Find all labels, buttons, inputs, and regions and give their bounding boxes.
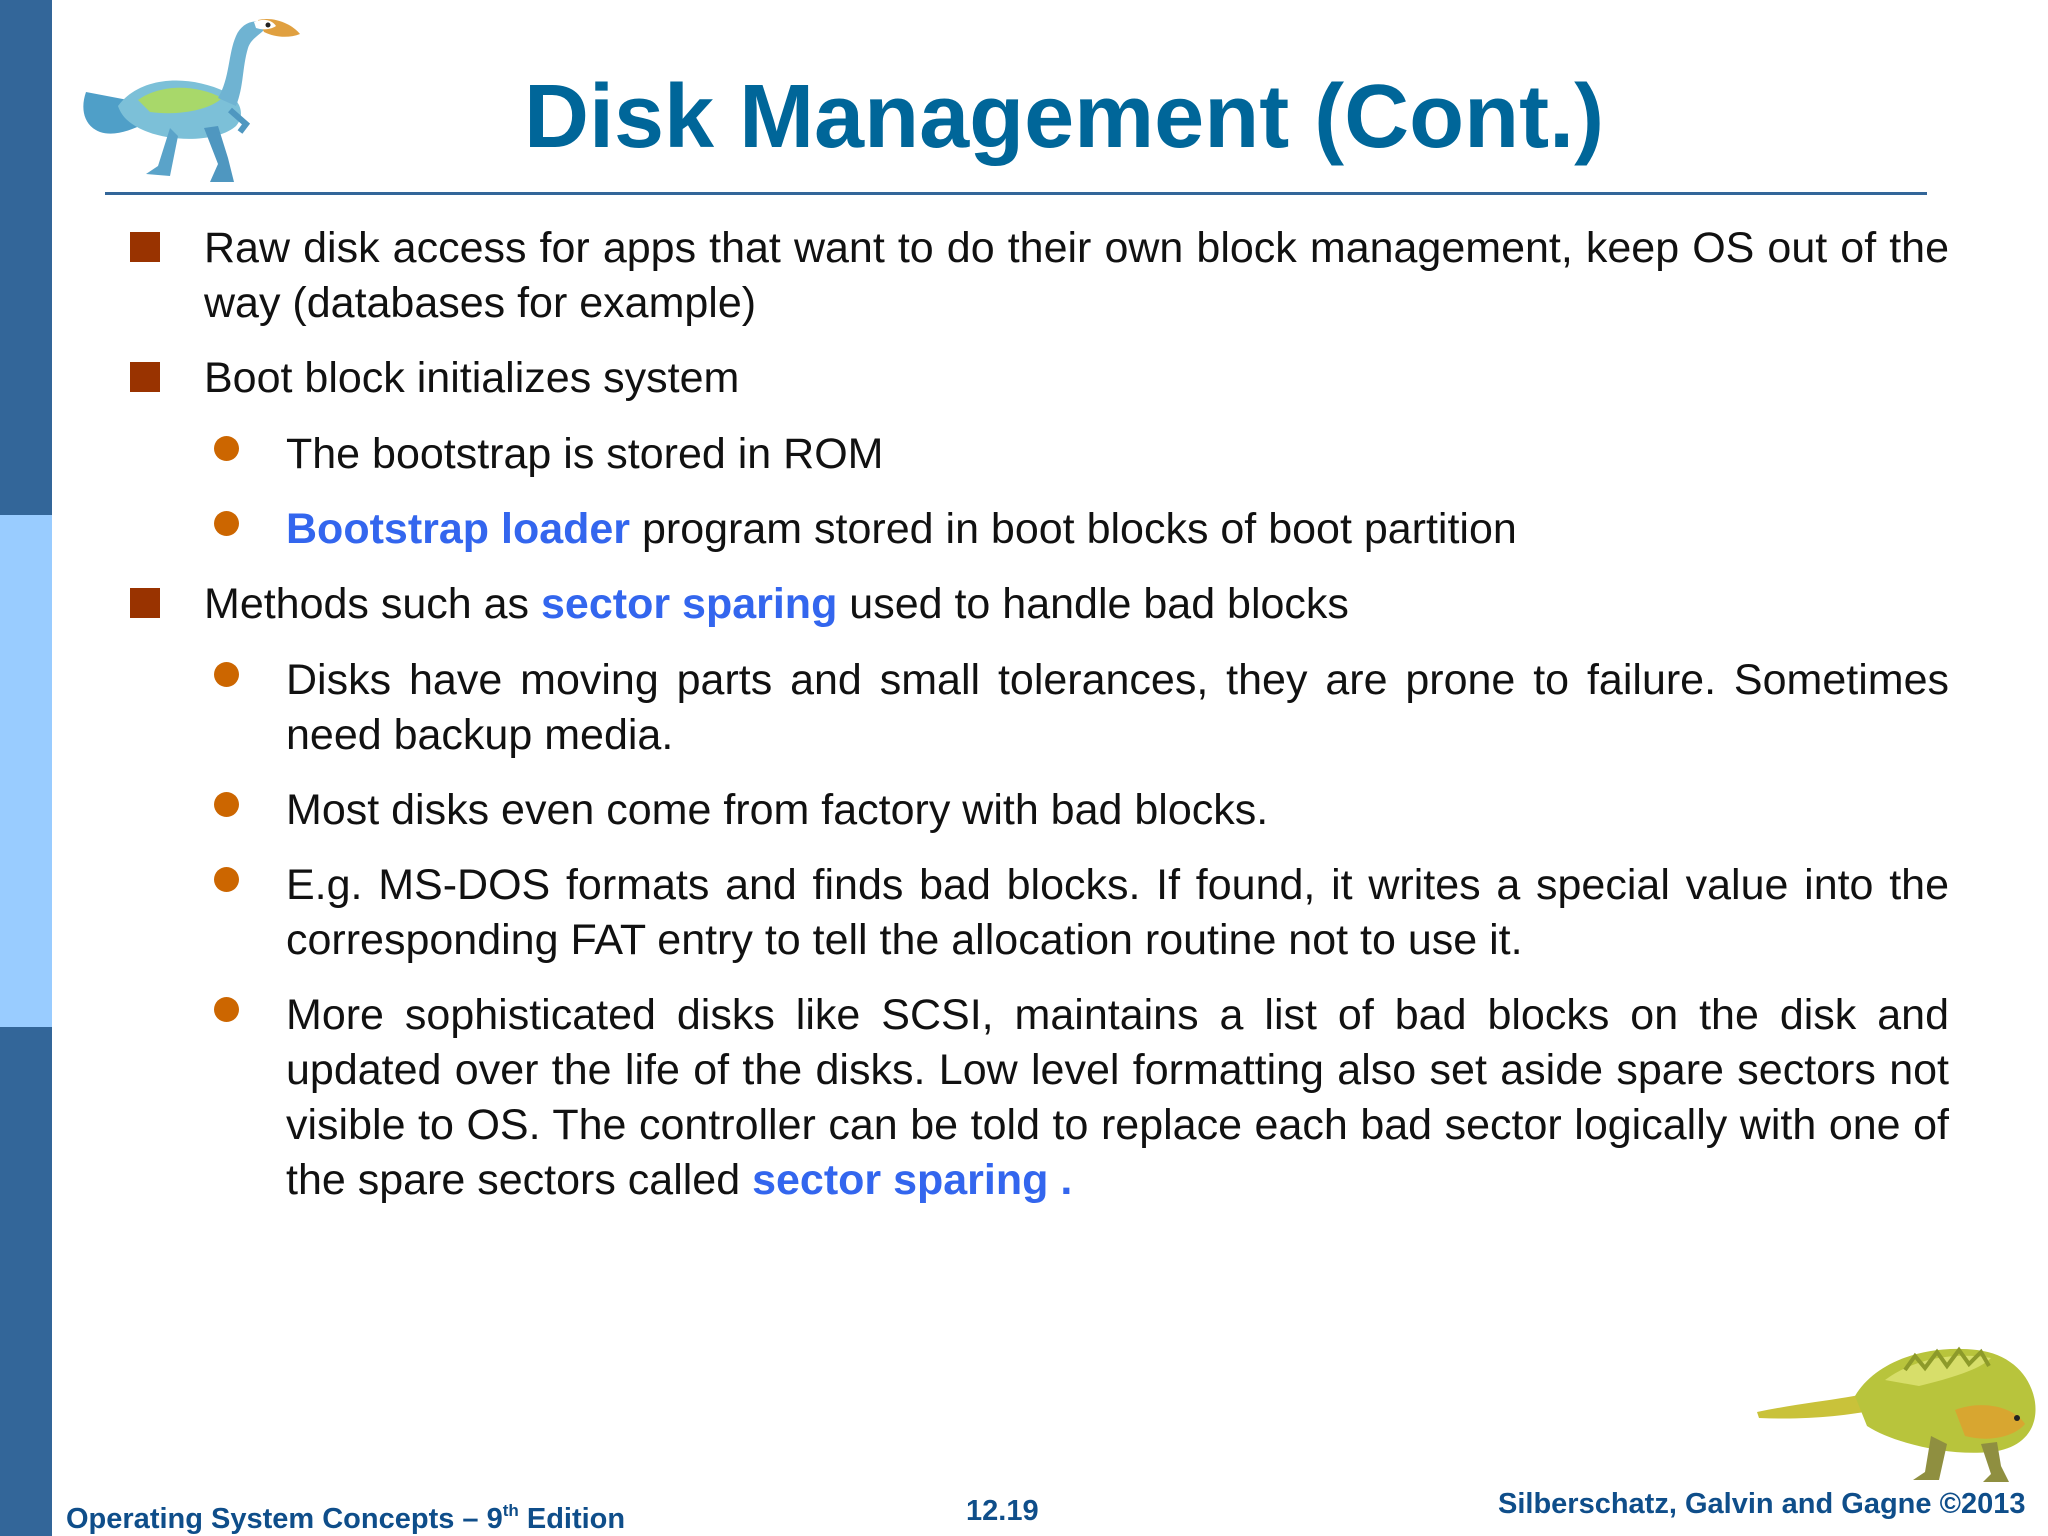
- round-bullet-icon: [214, 792, 239, 817]
- sub-bullet-factory-bad-blocks: [286, 783, 1949, 838]
- bullet-text: Methods such as: [204, 580, 542, 628]
- square-bullet-icon: [130, 232, 160, 262]
- sub-bullet-scsi: [286, 988, 1949, 1208]
- footer-edition-suffix: th: [502, 1501, 519, 1520]
- sub-bullet-moving-parts: [286, 653, 1949, 763]
- square-bullet-icon: [130, 362, 160, 392]
- bullet-text: The bootstrap is stored in ROM: [286, 430, 884, 478]
- round-bullet-icon: [214, 436, 239, 461]
- footer-book-title-text: Operating System Concepts – 9: [66, 1503, 503, 1535]
- term-bootstrap-loader: Bootstrap loader: [286, 505, 631, 553]
- bullet-text: Most disks even come from factory with bad blocks.: [286, 786, 1269, 834]
- round-bullet-icon: [214, 997, 239, 1022]
- term-sector-sparing: sector sparing: [752, 1156, 1049, 1204]
- bullet-text: used to handle bad blocks: [837, 580, 1349, 628]
- bullet-text: E.g. MS-DOS formats and finds bad blocks. If found, it writes a special value into the corresponding FAT entry to tell the allocation routine not to use it.: [286, 861, 1949, 964]
- footer-slide-number: 12.19: [966, 1495, 1039, 1527]
- bullet-boot-block: [204, 351, 1949, 406]
- bullet-text: program stored in boot blocks of boot partition: [630, 505, 1517, 553]
- round-bullet-icon: [214, 511, 239, 536]
- footer-copyright: Silberschatz, Galvin and Gagne ©2013: [1498, 1488, 2026, 1520]
- sub-bullet-bootstrap-rom: [286, 427, 1949, 482]
- bullet-text: Boot block initializes system: [204, 354, 740, 402]
- term-period: .: [1048, 1156, 1073, 1204]
- dinosaur-logo-bottom-icon: [1755, 1340, 2040, 1485]
- footer-book-title: [66, 1494, 625, 1536]
- sub-bullet-bootstrap-loader: [286, 502, 1949, 557]
- bullet-text: More sophisticated disks like SCSI, maintains a list of bad blocks on the disk and updated over the life of the disks. Low level formatting also set aside spare sectors not visible to OS. The controller can be told to replace each bad sector logically with one of the spare sectors called: [286, 991, 1949, 1204]
- bullet-raw-disk-access: [204, 221, 1949, 331]
- page-title: Disk Management (Cont.): [523, 67, 1605, 167]
- bullet-sector-sparing-methods: [204, 577, 1949, 632]
- bullet-text: Disks have moving parts and small tolerances, they are prone to failure. Sometimes need backup media.: [286, 656, 1949, 759]
- term-sector-sparing: sector sparing: [541, 580, 838, 628]
- round-bullet-icon: [214, 662, 239, 687]
- square-bullet-icon: [130, 588, 160, 618]
- bullet-text: Raw disk access for apps that want to do their own block management, keep OS out of the way (databases for example): [204, 224, 1949, 327]
- footer-edition-label: Edition: [518, 1503, 626, 1535]
- round-bullet-icon: [214, 867, 239, 892]
- sub-bullet-ms-dos: [286, 858, 1949, 968]
